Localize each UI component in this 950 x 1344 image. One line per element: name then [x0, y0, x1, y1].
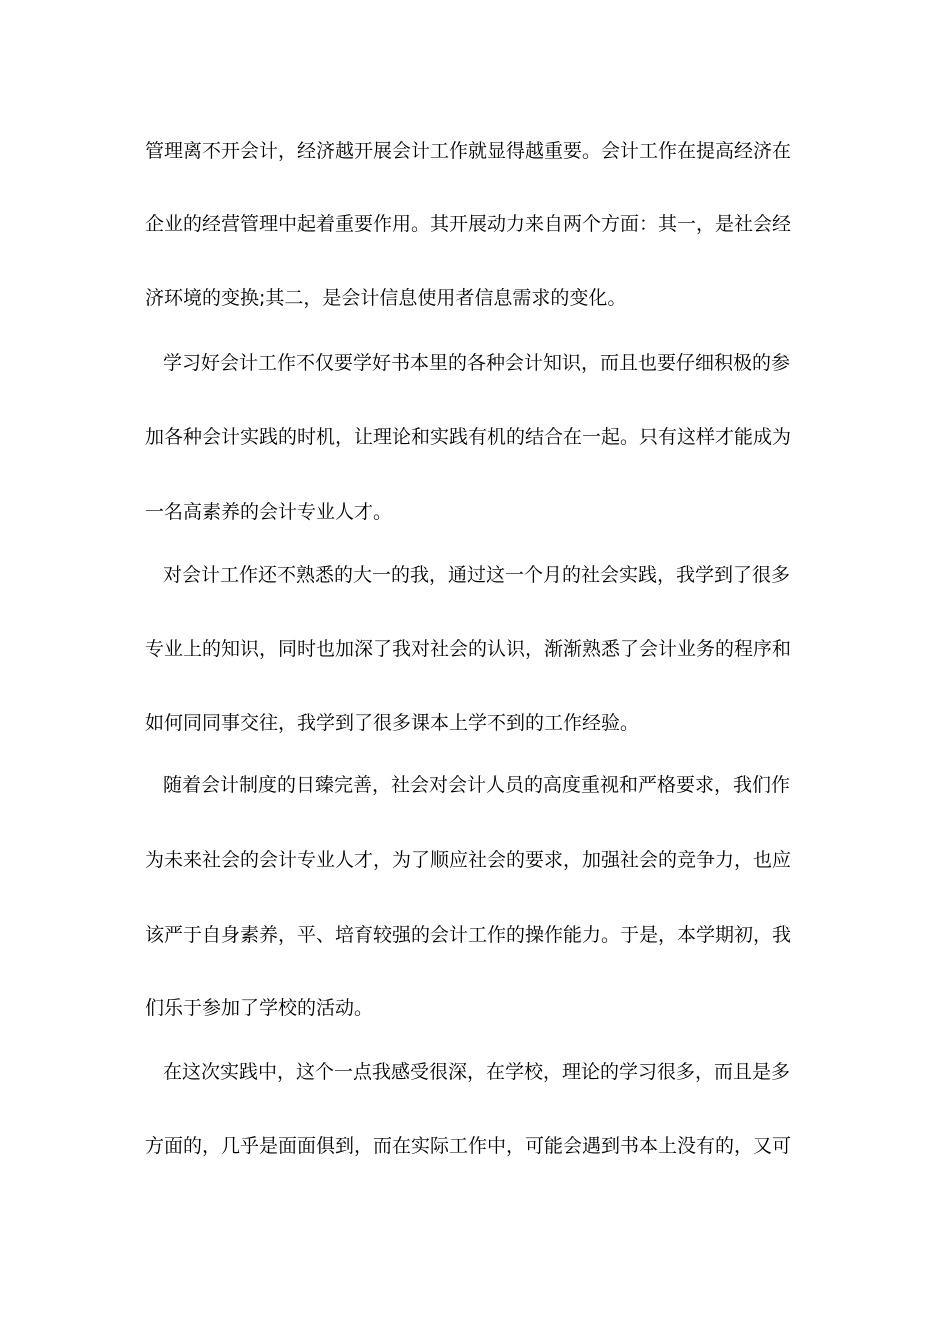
text-line-6: 一名高素养的会计专业人才。: [145, 501, 393, 523]
text-line-7: 对会计工作还不熟悉的大一的我，通过这一个月的社会实践，我学到了很多: [163, 564, 791, 586]
text-line-3: 济环境的变换;其二，是会计信息使用者信息需求的变化。: [145, 287, 627, 309]
text-line-10: 随着会计制度的日臻完善，社会对会计人员的高度重视和严格要求，我们作: [163, 774, 791, 796]
text-line-14: 在这次实践中，这个一点我感受很深，在学校，理论的学习很多，而且是多: [163, 1061, 791, 1083]
text-line-4: 学习好会计工作不仅要学好书本里的各种会计知识，而且也要仔细积极的参: [163, 352, 791, 374]
text-line-11: 为未来社会的会计专业人才，为了顺应社会的要求，加强社会的竞争力，也应: [145, 849, 792, 871]
text-line-2: 企业的经营管理中起着重要作用。其开展动力来自两个方面：其一，是社会经: [145, 213, 792, 235]
text-line-5: 加各种会计实践的时机，让理论和实践有机的结合在一起。只有这样才能成为: [145, 426, 792, 448]
text-line-15: 方面的，几乎是面面俱到，而在实际工作中，可能会遇到书本上没有的，又可: [145, 1135, 792, 1157]
text-line-8: 专业上的知识，同时也加深了我对社会的认识，渐渐熟悉了会计业务的程序和: [145, 638, 792, 660]
text-line-1: 管理离不开会计，经济越开展会计工作就显得越重要。会计工作在提高经济在: [145, 140, 792, 162]
text-line-13: 们乐于参加了学校的活动。: [145, 997, 374, 1019]
text-line-9: 如何同同事交往，我学到了很多课本上学不到的工作经验。: [145, 712, 640, 734]
text-line-12: 该严于自身素养，平、培育较强的会计工作的操作能力。于是，本学期初，我: [145, 924, 792, 946]
